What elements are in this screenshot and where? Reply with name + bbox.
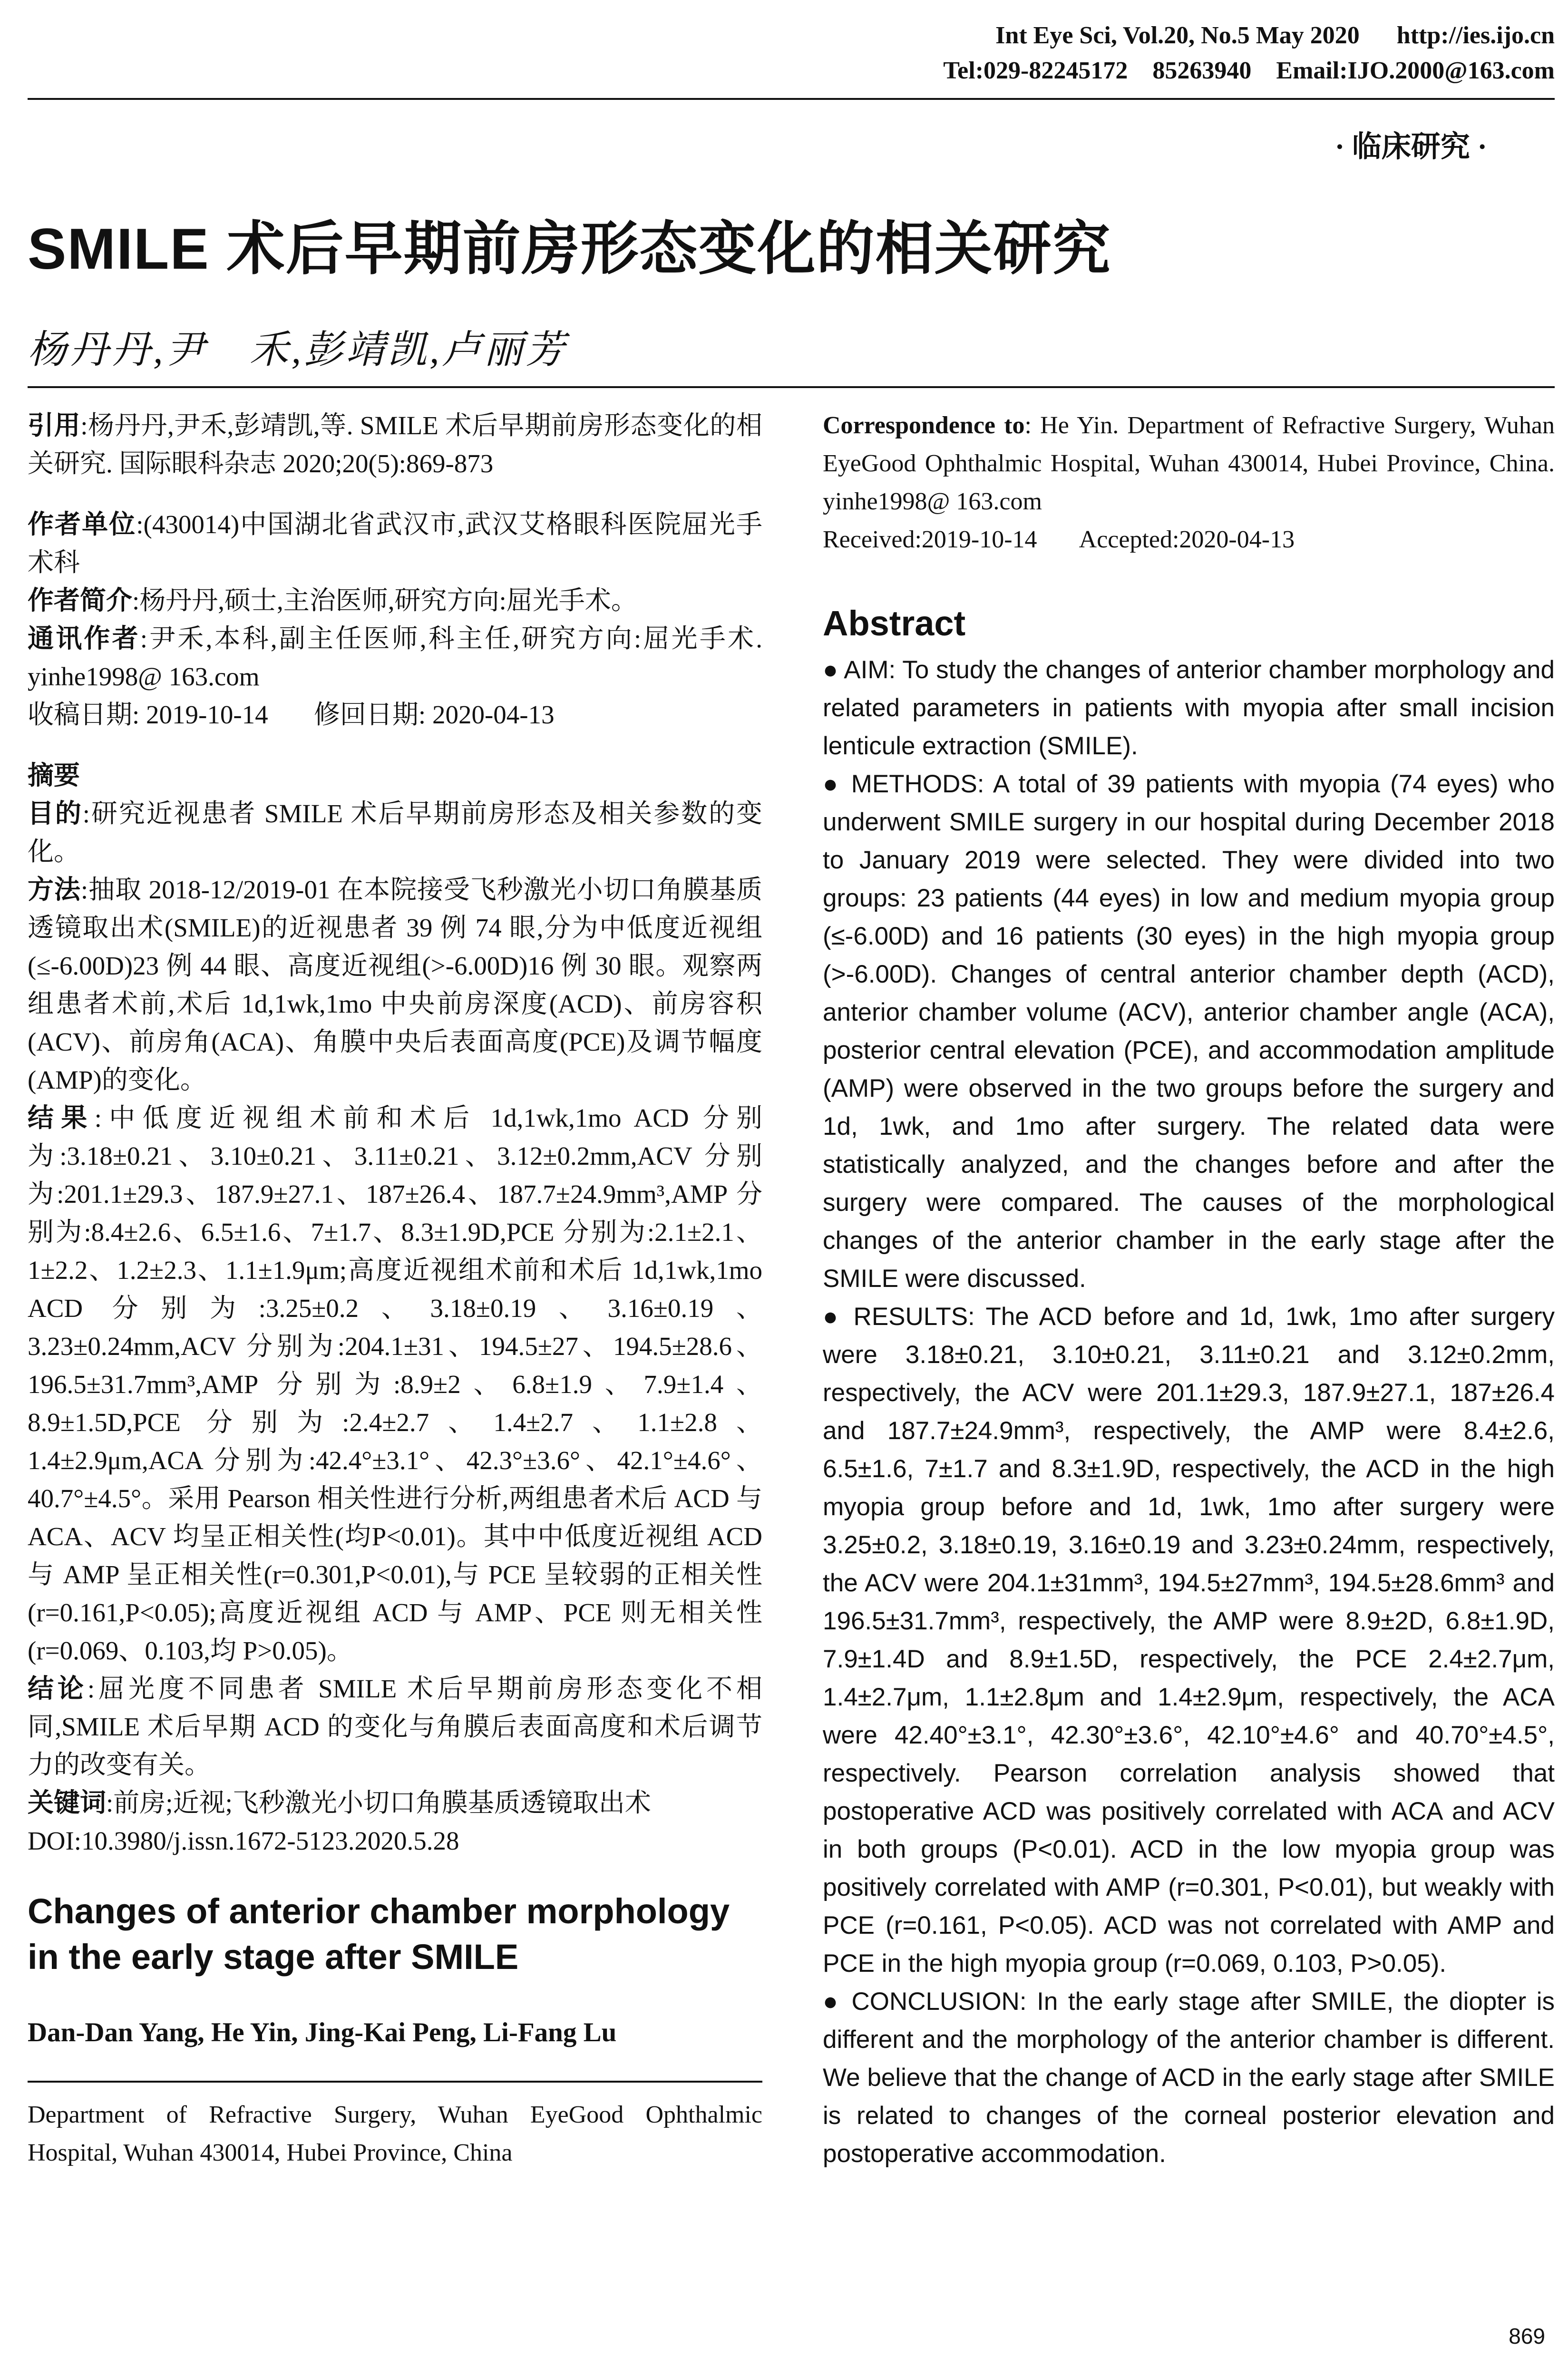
doi: DOI:10.3980/j.issn.1672-5123.2020.5.28 [28, 1826, 459, 1855]
author-bio [28, 582, 762, 620]
corresponding-author [28, 620, 762, 696]
left-column [28, 407, 762, 2172]
author-bio-label: 作者简介 [28, 586, 133, 615]
received-dates-cn: 收稿日期: 2019-10-14 修回日期: 2020-04-13 [28, 700, 555, 729]
keywords-cn: 关键词:前房;近视;飞秒激光小切口角膜基质透镜取出术 [28, 1788, 651, 1817]
correspondence [823, 407, 1555, 521]
corresponding-author-text: :尹禾,本科,副主任医师,科主任,研究方向:屈光手术. yinhe1998@ 163.com [28, 624, 762, 691]
chinese-authors: 杨丹丹,尹 禾,彭靖凯,卢丽芳 [28, 328, 568, 371]
corresponding-author-label: 通讯作者 [28, 624, 140, 653]
journal-header [943, 18, 1555, 88]
abstract-results-cn: 结果:中低度近视组术前和术后 1d,1wk,1mo ACD 分别为:3.18±0.21、3.10±0.21、3.11±0.21、3.12±0.2mm,ACV 分别为:201.1±29.3、187.9±27.1、187±26.4、187.7±24.9mm³,AMP 分别为:8.4±2.6、6.5±1.6、7±1.7、8.3±1.9D,PCE 分别为:2.1±2.1、1±2.2、1.2±2.3、1.1±1.9μm;高度近视组术前和术后 1d,1wk,1mo ACD 分别为:3.25±0.2、3.18±0.19、3.16±0.19、3.23±0.24mm,ACV 分别为:204.1±31、194.5±27、194.5±28.6、196.5±31.7mm³,AMP 分别为:8.9±2、6.8±1.9、7.9±1.4、8.9±1.5D,PCE 分别为:2.4±2.7、1.4±2.7、1.1±2.8、1.4±2.9μm,ACA 分别为:42.4°±3.1°、42.3°±3.6°、42.1°±4.6°、40.7°±4.5°。采用 Pearson 相关性进行分析,两组患者术后 ACD 与 ACA、ACV 均呈正相关性(均P<0.01)。其中中低度近视组 ACD 与 AMP 呈正相关性(r=0.301,P<0.01),与 PCE 呈较弱的正相关性(r=0.161,P<0.05);高度近视组 ACD 与 AMP、PCE 则无相关性(r=0.069、0.103,均 P>0.05)。 [28, 1103, 762, 1665]
citation [28, 407, 762, 483]
abstract-results: ● RESULTS: The ACD before and 1d, 1wk, 1mo after surgery were 3.18±0.21, 3.10±0.21, 3.11±0.21 and 3.12±0.2mm, respectively, the ACV were 201.1±29.3, 187.9±27.1, 187±26.4 and 187.7±24.9mm³, respectively, the AMP were 8.4±2.6, 6.5±1.6, 7±1.7 and 8.3±1.9D, respectively, the ACD in the high myopia group before and 1d, 1wk, 1mo after surgery were 3.25±0.2, 3.18±0.19, 3.16±0.19 and 3.23±0.24mm, respectively, the ACV were 204.1±31mm³, 194.5±27mm³, 194.5±28.6mm³ and 196.5±31.7mm³, respectively, the AMP were 8.9±2D, 6.8±1.9D, 7.9±1.4D and 8.9±1.5D, respectively, the PCE 2.4±2.7μm, 1.4±2.7μm, 1.1±2.8μm and 1.4±2.9μm, respectively, the ACA were 42.40°±3.1°, 42.30°±3.6°, 42.10°±4.6° and 40.70°±4.5°, respectively. Pearson correlation analysis showed that postoperative ACD was positively correlated with ACA and ACV in both groups (P<0.01). ACD in the low myopia group was positively correlated with AMP (r=0.301, P<0.01), but weakly with PCE (r=0.161, P<0.05). ACD was not correlated with AMP and PCE in the high myopia group (r=0.069, 0.103, P>0.05). [823, 1303, 1555, 1978]
abstract-conclusion-cn: 结论:屈光度不同患者 SMILE 术后早期前房形态变化不相同,SMILE 术后早期 ACD 的变化与角膜后表面高度和术后调节力的改变有关。 [28, 1674, 762, 1779]
abstract-aim: ● AIM: To study the changes of anterior chamber morphology and related parameters in patients with myopia after small incision lenticule extraction (SMILE). [823, 656, 1555, 760]
author-bio-text: :杨丹丹,硕士,主治医师,研究方向:屈光手术。 [132, 586, 637, 615]
correspondence-label: Correspondence to [823, 412, 1025, 439]
page-number: 869 [1509, 2324, 1545, 2348]
correspondence-text: : He Yin. Department of Refractive Surgery, Wuhan EyeGood Ophthalmic Hospital, Wuhan 430014, Hubei Province, China. yinhe1998@ 163.com [823, 412, 1555, 515]
citation-label: 引用 [28, 411, 81, 440]
right-column [823, 407, 1555, 2173]
abstract-aim-cn: 目的:研究近视患者 SMILE 术后早期前房形态及相关参数的变化。 [28, 799, 762, 866]
abstract-heading-cn: 摘要 [28, 761, 80, 790]
section-label: · 临床研究 · [1334, 131, 1487, 163]
title-rule [28, 386, 1555, 388]
journal-info-line: Int Eye Sci, Vol.20, No.5 May 2020 http://ies.ijo.cn [995, 22, 1555, 49]
header-rule [28, 98, 1555, 100]
english-title: Changes of anterior chamber morphology in the early stage after SMILE [28, 1891, 730, 1977]
abstract-heading: Abstract [823, 604, 966, 643]
journal-contact-line: Tel:029-82245172 85263940 Email:IJO.2000@163.com [943, 57, 1555, 84]
abstract-conclusion: ● CONCLUSION: In the early stage after SMILE, the diopter is different and the morphology of the anterior chamber is different. We believe that the change of ACD in the early stage after SMILE is related to changes of the corneal posterior elevation and postoperative accommodation. [823, 1987, 1555, 2168]
english-authors: Dan-Dan Yang, He Yin, Jing-Kai Peng, Li-Fang Lu [28, 2017, 617, 2047]
abstract-methods: ● METHODS: A total of 39 patients with myopia (74 eyes) who underwent SMILE surgery in our hospital during December 2018 to January 2019 were selected. They were divided into two groups: 23 patients (44 eyes) in low and medium myopia group (≤-6.00D) and 16 patients (30 eyes) in the high myopia group (>-6.00D). Changes of central anterior chamber depth (ACD), anterior chamber volume (ACV), anterior chamber angle (ACA), posterior central elevation (PCE), and accommodation amplitude (AMP) were observed in the two groups before the surgery and 1d, 1wk, and 1mo after surgery. The related data were statistically analyzed, and the changes before and after the surgery were compared. The causes of the morphological changes of the anterior chamber in the early stage after the SMILE were discussed. [823, 770, 1555, 1293]
english-affiliation: Department of Refractive Surgery, Wuhan EyeGood Ophthalmic Hospital, Wuhan 430014, Hubei Province, China [28, 2101, 762, 2166]
author-unit-text: :(430014)中国湖北省武汉市,武汉艾格眼科医院屈光手术科 [28, 510, 762, 577]
citation-text: :杨丹丹,尹禾,彭靖凯,等. SMILE 术后早期前房形态变化的相关研究. 国际眼科杂志 2020;20(5):869-873 [28, 411, 762, 478]
article-title: SMILE 术后早期前房形态变化的相关研究 [28, 216, 1111, 281]
author-unit-label: 作者单位 [28, 510, 136, 539]
affiliation-rule [28, 2081, 762, 2083]
author-unit [28, 506, 762, 582]
abstract-methods-cn: 方法:抽取 2018-12/2019-01 在本院接受飞秒激光小切口角膜基质透镜取出术(SMILE)的近视患者 39 例 74 眼,分为中低度近视组(≤-6.00D)23 例 44 眼、高度近视组(>-6.00D)16 例 30 眼。观察两组患者术前,术后 1d,1wk,1mo 中央前房深度(ACD)、前房容积(ACV)、前房角(ACA)、角膜中央后表面高度(PCE)及调节幅度(AMP)的变化。 [28, 875, 762, 1094]
received-accepted-dates: Received:2019-10-14 Accepted:2020-04-13 [823, 526, 1295, 553]
